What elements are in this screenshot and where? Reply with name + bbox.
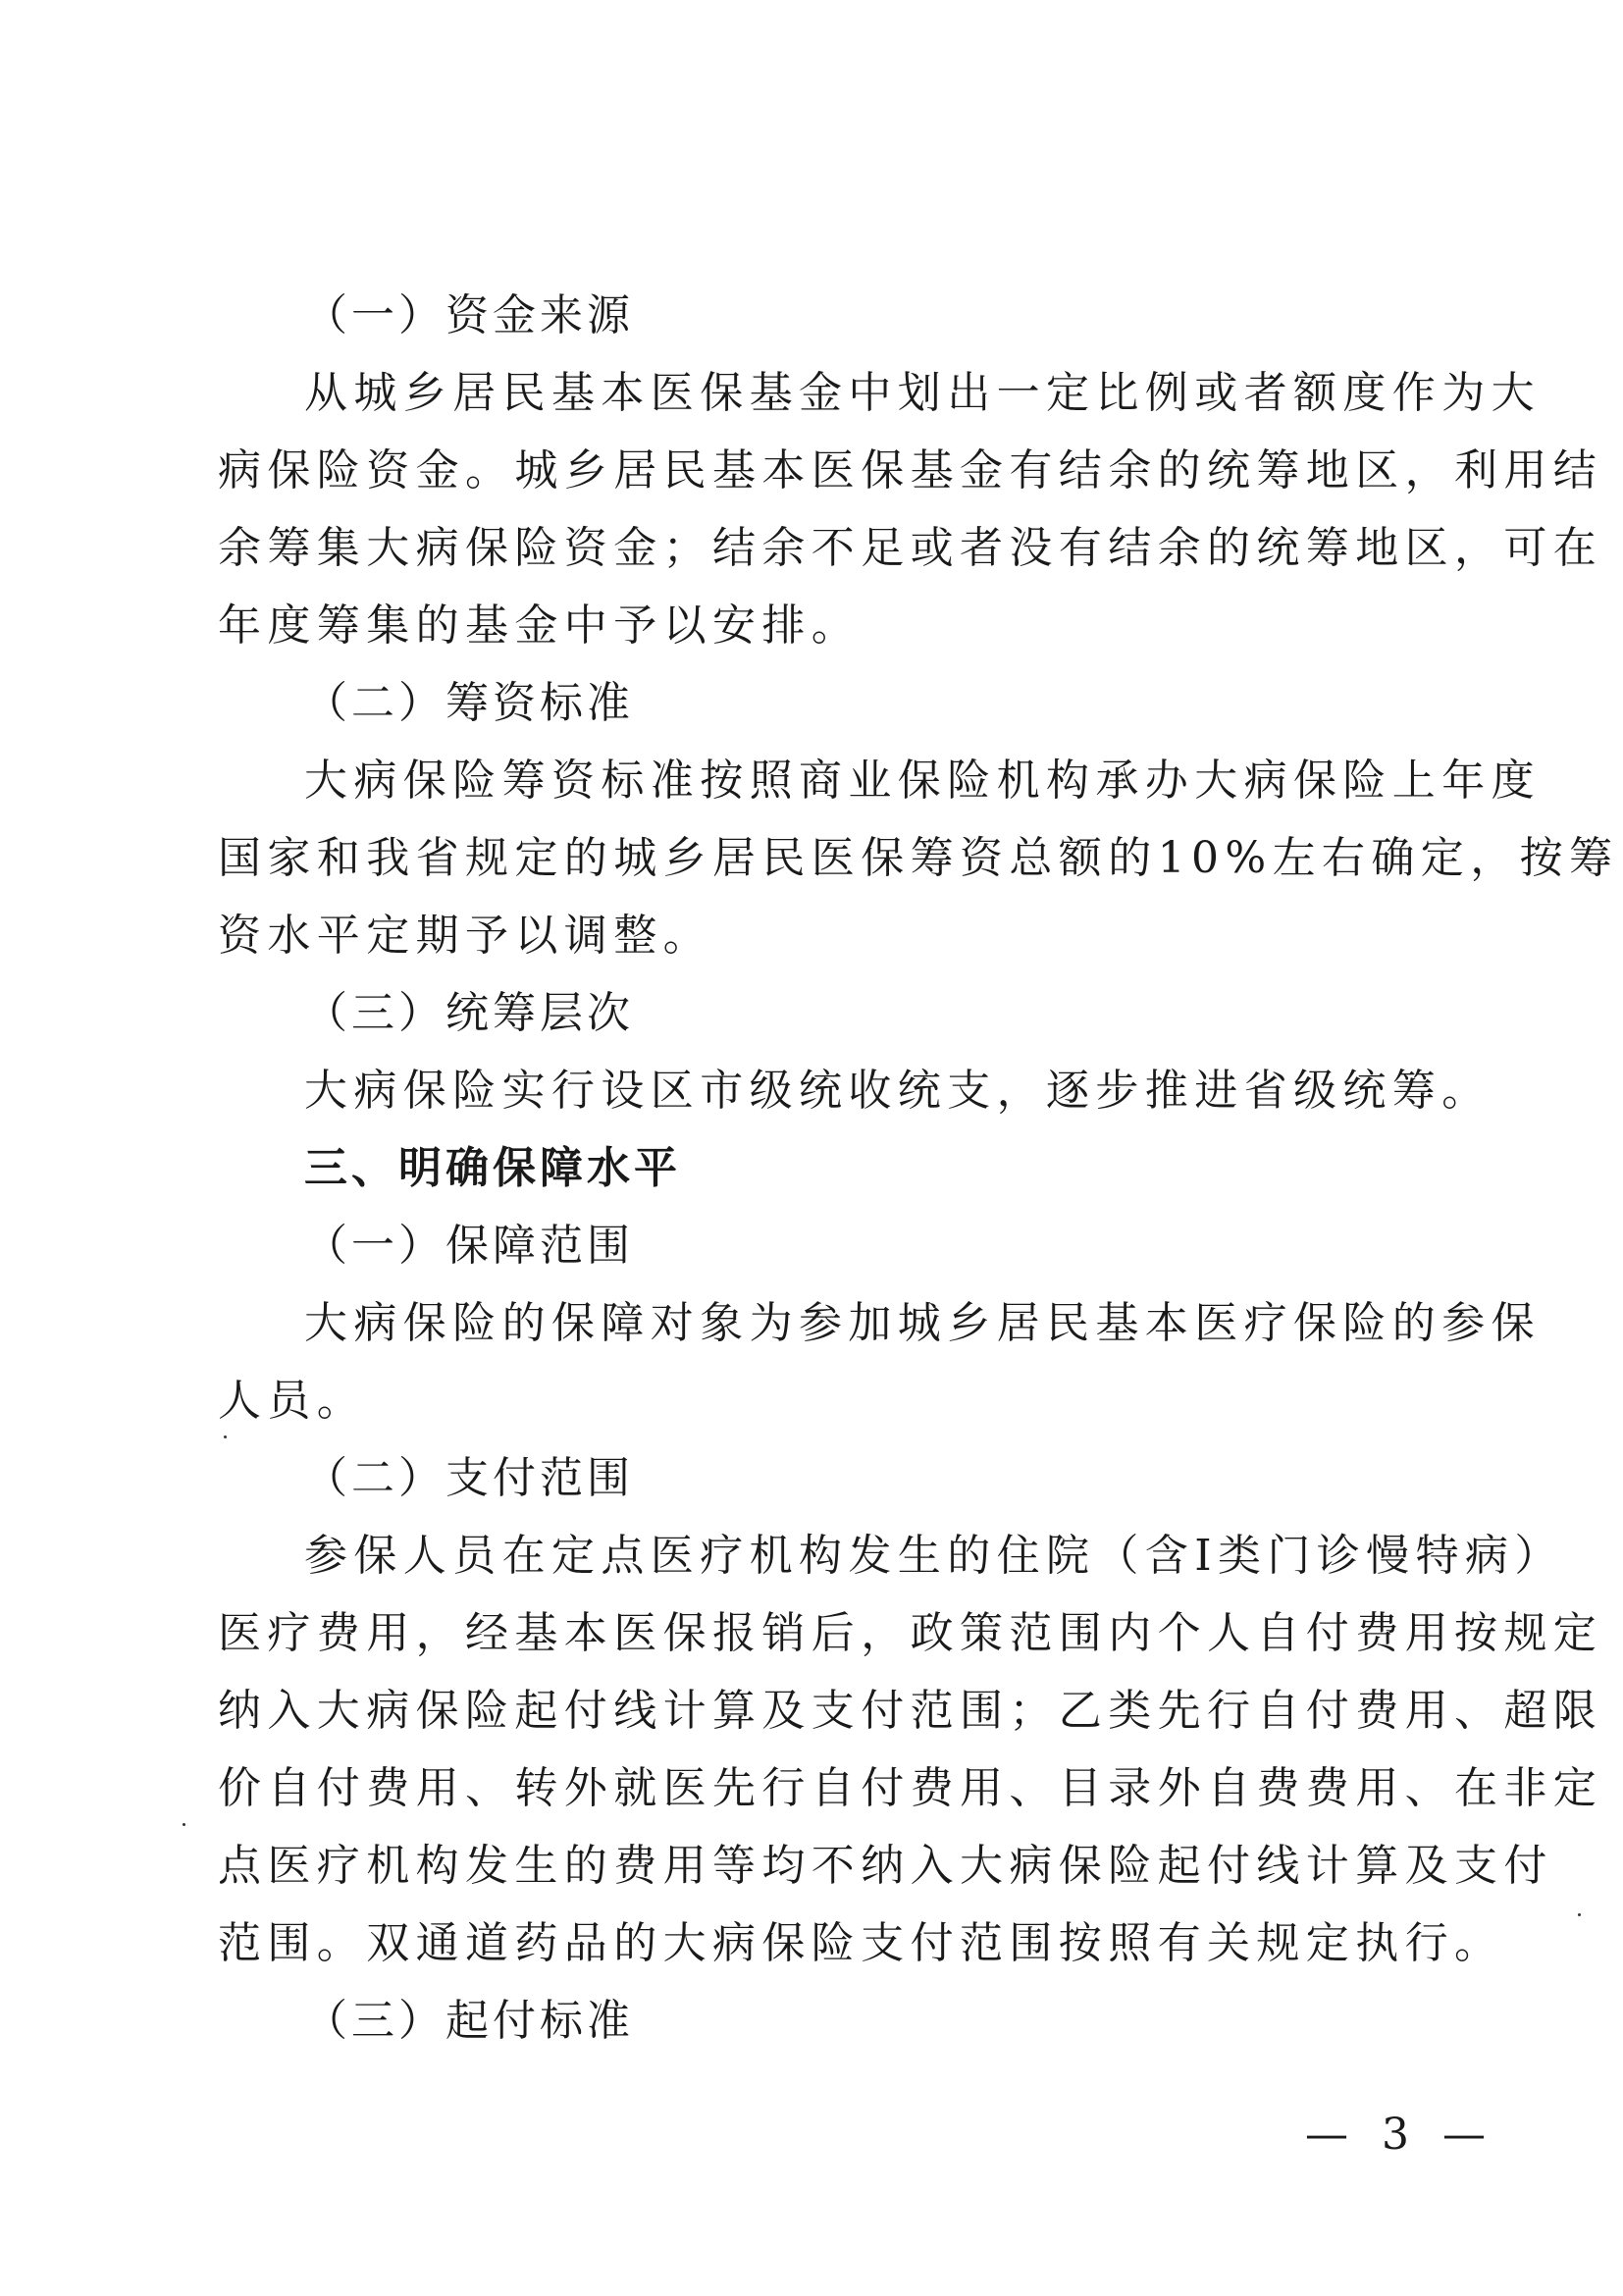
page-number: — 3 — — [1305, 2110, 1495, 2160]
section-heading-pooling-level: （三）统筹层次 — [304, 988, 634, 1038]
section-heading-coverage-scope: （一）保障范围 — [304, 1221, 634, 1271]
chapter-heading-coverage-level: 三、明确保障水平 — [304, 1143, 681, 1193]
paragraph-line: 大病保险筹资标准按照商业保险机构承办大病保险上年度 — [304, 756, 1541, 806]
section-heading-funding-source: （一）资金来源 — [304, 290, 634, 340]
paragraph-line: 大病保险实行设区市级统收统支，逐步推进省级统筹。 — [304, 1066, 1492, 1116]
scan-speck — [1578, 1913, 1581, 1916]
section-heading-payment-scope: （二）支付范围 — [304, 1453, 634, 1503]
paragraph-line: 纳入大病保险起付线计算及支付范围；乙类先行自付费用、超限 — [218, 1686, 1603, 1736]
paragraph-line: 大病保险的保障对象为参加城乡居民基本医疗保险的参保 — [304, 1298, 1541, 1348]
paragraph-line: 年度筹集的基金中予以安排。 — [218, 600, 862, 651]
paragraph-line: 价自付费用、转外就医先行自付费用、目录外自费费用、在非定 — [218, 1763, 1603, 1813]
section-heading-deductible-standard: （三）起付标准 — [304, 1996, 634, 2046]
paragraph-line: 人员。 — [218, 1376, 367, 1426]
paragraph-line: 参保人员在定点医疗机构发生的住院（含Ⅰ类门诊慢特病） — [304, 1531, 1564, 1581]
paragraph-line: 余筹集大病保险资金；结余不足或者没有结余的统筹地区，可在 — [218, 523, 1603, 573]
paragraph-line: 从城乡居民基本医保基金中划出一定比例或者额度作为大 — [304, 368, 1541, 418]
paragraph-line: 病保险资金。城乡居民基本医保基金有结余的统筹地区，利用结 — [218, 445, 1603, 496]
scan-speck — [183, 1823, 185, 1826]
paragraph-line: 国家和我省规定的城乡居民医保筹资总额的10%左右确定，按筹 — [218, 833, 1619, 883]
section-heading-funding-standard: （二）筹资标准 — [304, 678, 634, 728]
paragraph-line: 范围。双通道药品的大病保险支付范围按照有关规定执行。 — [218, 1918, 1504, 1968]
paragraph-line: 医疗费用，经基本医保报销后，政策范围内个人自付费用按规定 — [218, 1608, 1603, 1658]
paragraph-line: 点医疗机构发生的费用等均不纳入大病保险起付线计算及支付 — [218, 1841, 1553, 1891]
paragraph-line: 资水平定期予以调整。 — [218, 911, 712, 961]
scan-speck — [224, 1435, 227, 1438]
